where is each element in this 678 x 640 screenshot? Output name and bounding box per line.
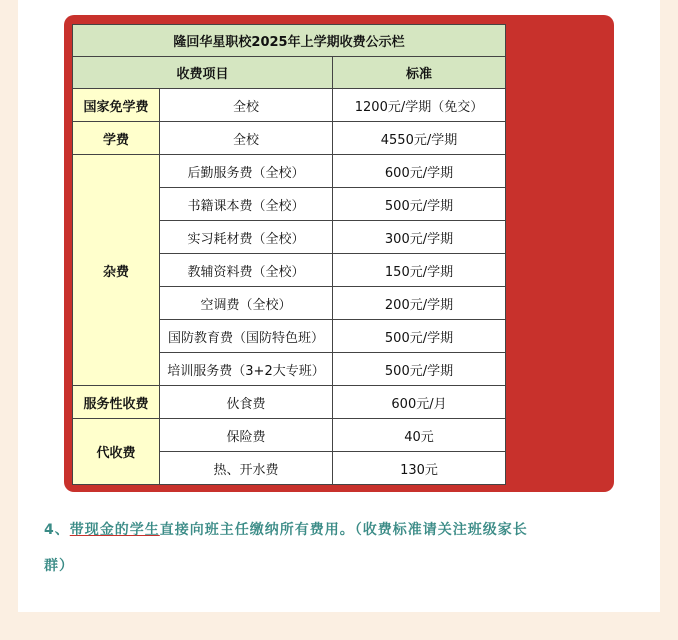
- standard-cell: 500元/学期: [333, 353, 506, 386]
- item-cell: 全校: [160, 122, 333, 155]
- category-cell: 服务性收费: [73, 386, 160, 419]
- table-title-row: [73, 25, 506, 57]
- standard-cell: 4550元/学期: [333, 122, 506, 155]
- standard-cell: 150元/学期: [333, 254, 506, 287]
- item-cell: 全校: [160, 89, 333, 122]
- item-cell: 热、开水费: [160, 452, 333, 485]
- table-header-row: [73, 57, 506, 89]
- note-number: 4、: [44, 522, 70, 538]
- table-row: [73, 155, 506, 188]
- fee-table: [72, 24, 506, 485]
- standard-cell: 500元/学期: [333, 188, 506, 221]
- header-fee-item: 收费项目: [73, 57, 333, 89]
- table-row: [73, 89, 506, 122]
- note-text-line2: 群）: [44, 558, 74, 574]
- item-cell: 保险费: [160, 419, 333, 452]
- table-row: [73, 419, 506, 452]
- note-highlight: 带现金的学生: [69, 522, 160, 538]
- category-cell: 代收费: [73, 419, 160, 485]
- table-row: [73, 386, 506, 419]
- standard-cell: 500元/学期: [333, 320, 506, 353]
- standard-cell: 200元/学期: [333, 287, 506, 320]
- item-cell: 培训服务费（3+2大专班）: [160, 353, 333, 386]
- item-cell: 国防教育费（国防特色班）: [160, 320, 333, 353]
- item-cell: 后勤服务费（全校）: [160, 155, 333, 188]
- standard-cell: 130元: [333, 452, 506, 485]
- item-cell: 教辅资料费（全校）: [160, 254, 333, 287]
- standard-cell: 600元/学期: [333, 155, 506, 188]
- standard-cell: 1200元/学期（免交）: [333, 89, 506, 122]
- item-cell: 书籍课本费（全校）: [160, 188, 333, 221]
- standard-cell: 600元/月: [333, 386, 506, 419]
- header-standard: 标准: [333, 57, 506, 89]
- category-cell: 杂费: [73, 155, 160, 386]
- category-cell: 学费: [73, 122, 160, 155]
- item-cell: 实习耗材费（全校）: [160, 221, 333, 254]
- standard-cell: 300元/学期: [333, 221, 506, 254]
- table-row: [73, 122, 506, 155]
- item-cell: 空调费（全校）: [160, 287, 333, 320]
- note-text: 直接向班主任缴纳所有费用。（收费标准请关注班级家长: [159, 522, 528, 538]
- table-title: 隆回华星职校2025年上学期收费公示栏: [73, 25, 506, 57]
- item-cell: 伙食费: [160, 386, 333, 419]
- category-cell: 国家免学费: [73, 89, 160, 122]
- payment-note: [44, 512, 644, 584]
- standard-cell: 40元: [333, 419, 506, 452]
